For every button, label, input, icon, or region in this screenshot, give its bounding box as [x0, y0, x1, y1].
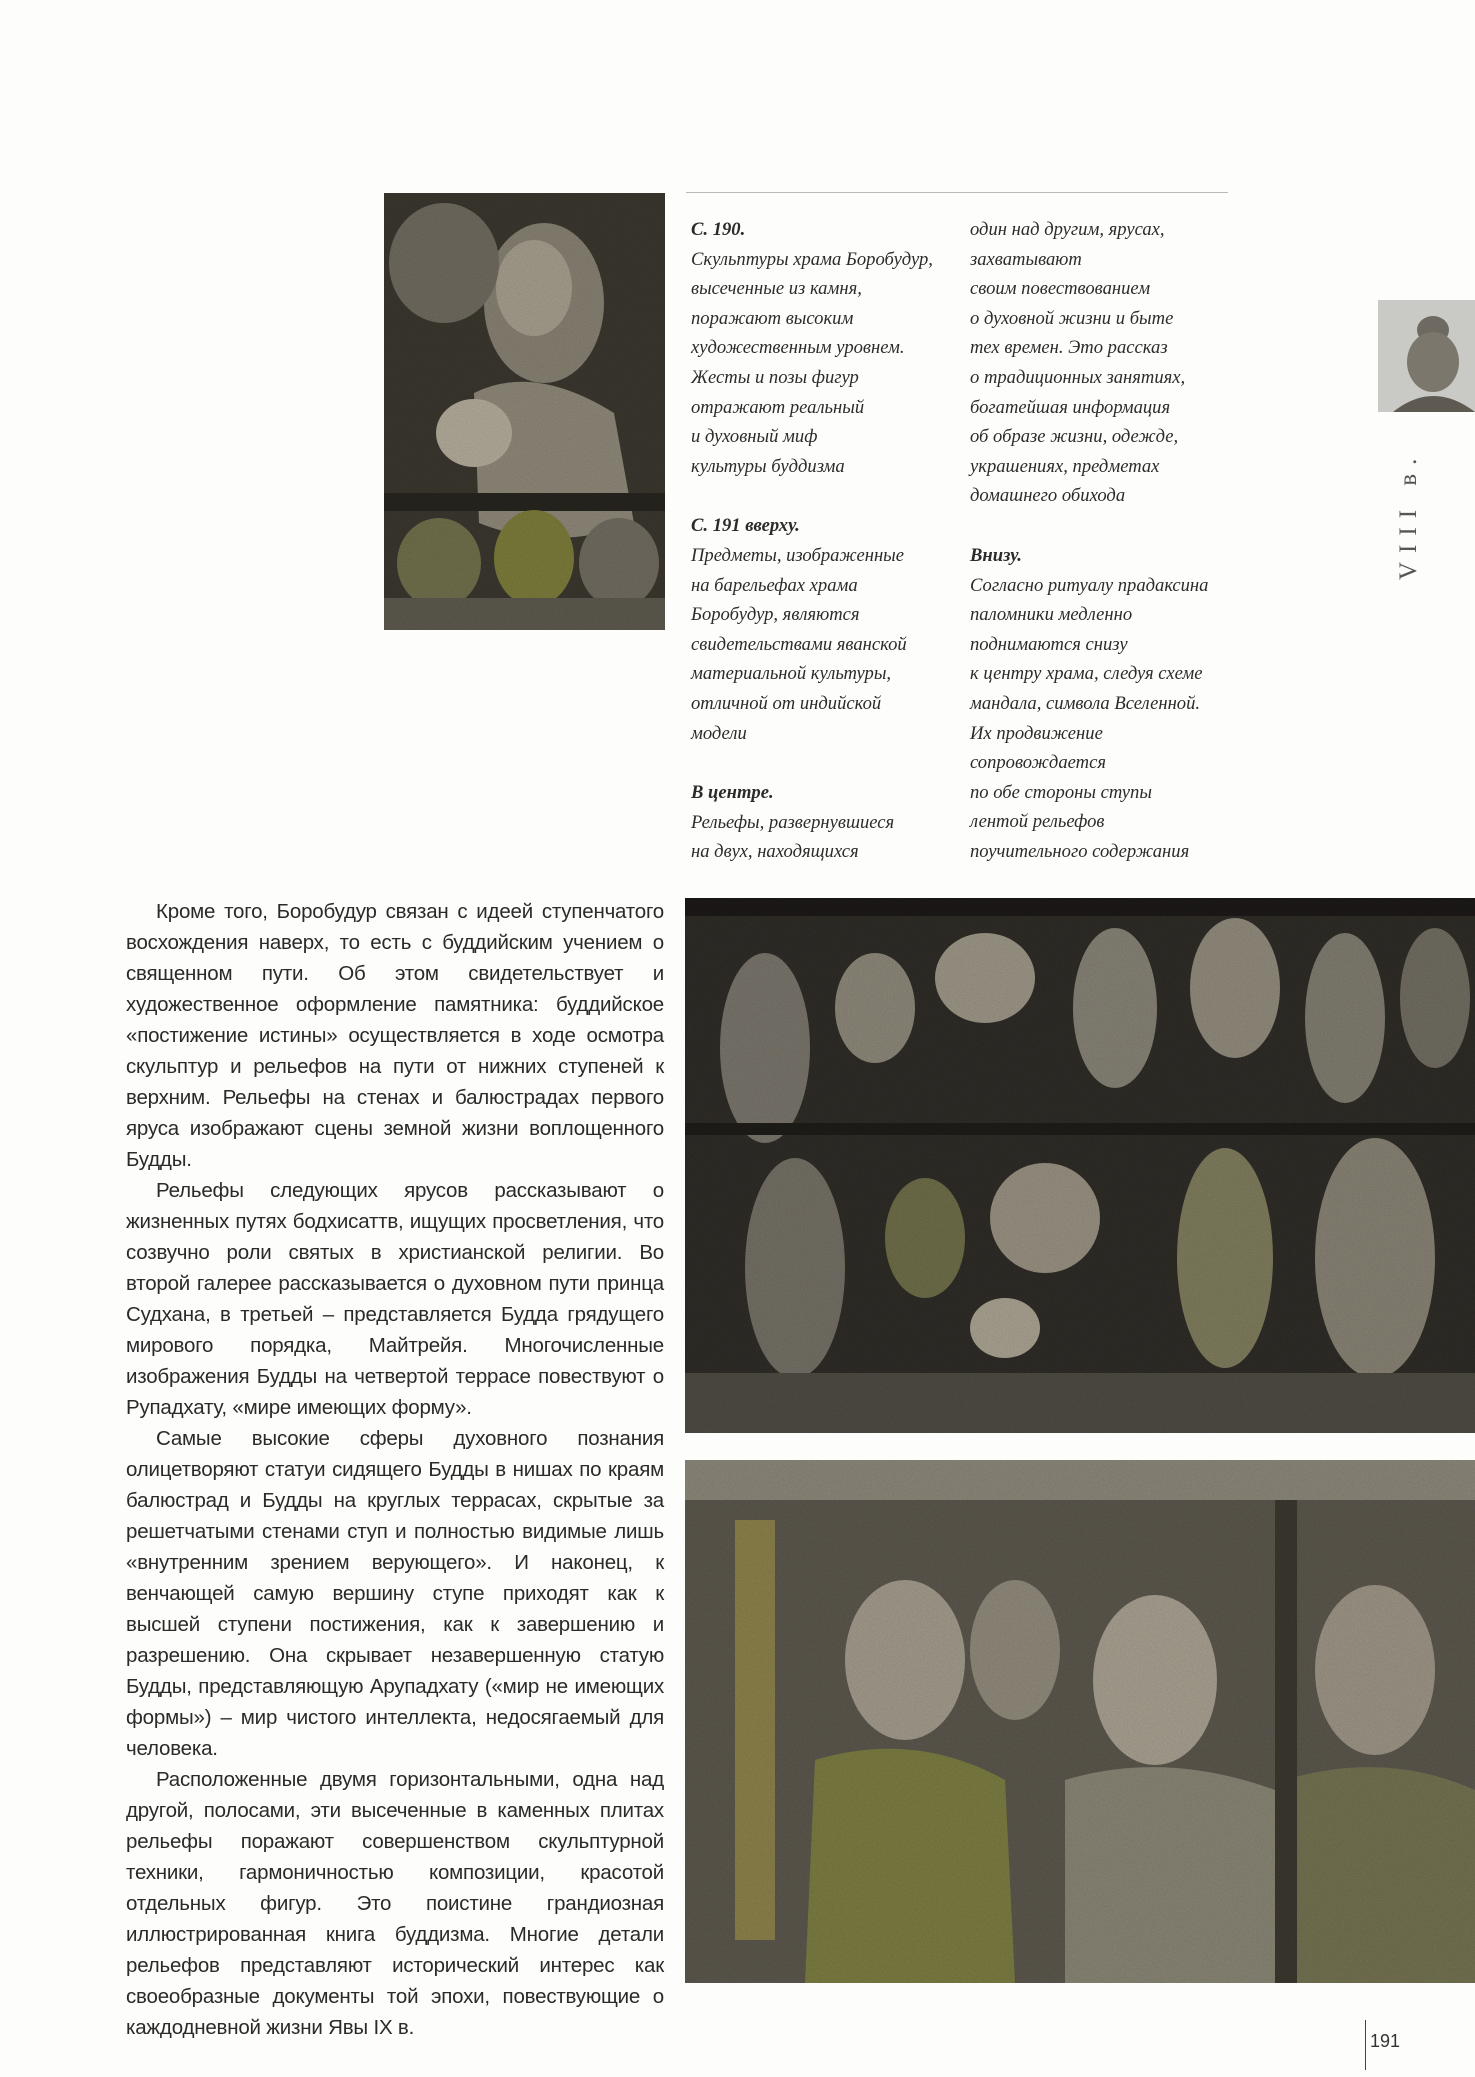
- caption-text: Предметы, изображенные на барельефах храма Боробудур, являются свидетельствами яванской материальной культуры, отличной от индийской модели: [691, 544, 907, 744]
- caption-column-left: [691, 215, 961, 897]
- caption-heading: С. 191 вверху.: [691, 515, 800, 537]
- caption-top-rule: [686, 192, 1228, 193]
- century-label: VIII в.: [1395, 449, 1422, 580]
- body-text: [126, 896, 664, 2043]
- body-paragraph: Кроме того, Боробудур связан с идеей ступенчатого восхождения наверх, то есть с буддийским учением о священном пути. Об этом свидетельствует и художественное оформление памятника: буддийское «постижение истины» осуществляется в ходе осмотра скульптур и рельефов на пути от нижних ступеней к верхним. Рельефы на стенах и балюстрадах первого яруса изображают сцены земной жизни воплощенного Будды.: [126, 900, 664, 1171]
- caption-block: [691, 511, 961, 748]
- caption-text: Согласно ритуалу прадаксина паломники медленно поднимаются снизу к центру храма, следуя схеме мандала, символа Вселенной. Их продвижение сопровождается по обе стороны ступы лентой рельефов поучительного содержания: [970, 574, 1209, 862]
- body-paragraph: Самые высокие сферы духовного познания олицетворяют статуи сидящего Будды в нишах по краям балюстрад и Будды на круглых террасах, скрытые за решетчатыми стенами ступ и полностью видимые лишь «внутренним зрением верующего». И наконец, к венчающей самую вершину ступе приходят как к высшей ступени постижения, как к завершению и разрешению. Она скрывает незавершенную статую Будды, представляющую Арупадхату («мир не имеющих формы») – мир чистого интеллекта, недосягаемый для человека.: [126, 1427, 664, 1760]
- caption-text: Рельефы, развернувшиеся на двух, находящихся: [691, 811, 895, 863]
- page-number-rule: [1365, 2020, 1366, 2070]
- caption-block: [691, 778, 961, 867]
- caption-block: [970, 215, 1240, 511]
- caption-heading: Внизу.: [970, 544, 1022, 566]
- caption-heading: В центре.: [691, 782, 774, 804]
- buddha-head-thumbnail: [1378, 300, 1475, 412]
- body-paragraph: Расположенные двумя горизонтальными, одна над другой, полосами, эти высеченные в каменных плитах рельефы поражают совершенством скульптурной техники, гармоничностью композиции, красотой отдельных фигур. Это поистине грандиозная иллюстрированная книга буддизма. Многие детали рельефов представляют исторический интерес как своеобразные документы той эпохи, повествующие о каждодневной жизни Явы IX в.: [126, 1768, 664, 2039]
- caption-column-right: [970, 215, 1240, 896]
- page-number: 191: [1370, 2031, 1401, 2051]
- caption-block: [970, 541, 1240, 867]
- relief-photo-two-tiers: [685, 898, 1475, 1433]
- caption-block: [691, 215, 961, 481]
- caption-text: один над другим, ярусах, захватывают своим повествованием о духовной жизни и быте тех времен. Это рассказ о традиционных занятиях, богатейшая информация об образе жизни, одежде, украшениях, предметах домашнего обихода: [970, 219, 1186, 507]
- relief-photo-pilgrims: [685, 1460, 1475, 1983]
- caption-text: Скульптуры храма Боробудур, высеченные из камня, поражают высоким художественным уровнем. Жесты и позы фигур отражают реальный и духовный миф культуры буддизма: [691, 248, 933, 477]
- relief-photo-figure-with-pot: [384, 193, 665, 630]
- body-paragraph: Рельефы следующих ярусов рассказывают о жизненных путях бодхисаттв, ищущих просветления, что созвучно роли святых в христианской религии. Во второй галерее рассказывается о духовном пути принца Судхана, в третьей – представляется Будда грядущего мирового порядка, Майтрейя. Многочисленные изображения Будды на четвертой террасе повествуют о Рупадхату, «мире имеющих форму».: [126, 1179, 664, 1419]
- caption-heading: С. 190.: [691, 219, 746, 240]
